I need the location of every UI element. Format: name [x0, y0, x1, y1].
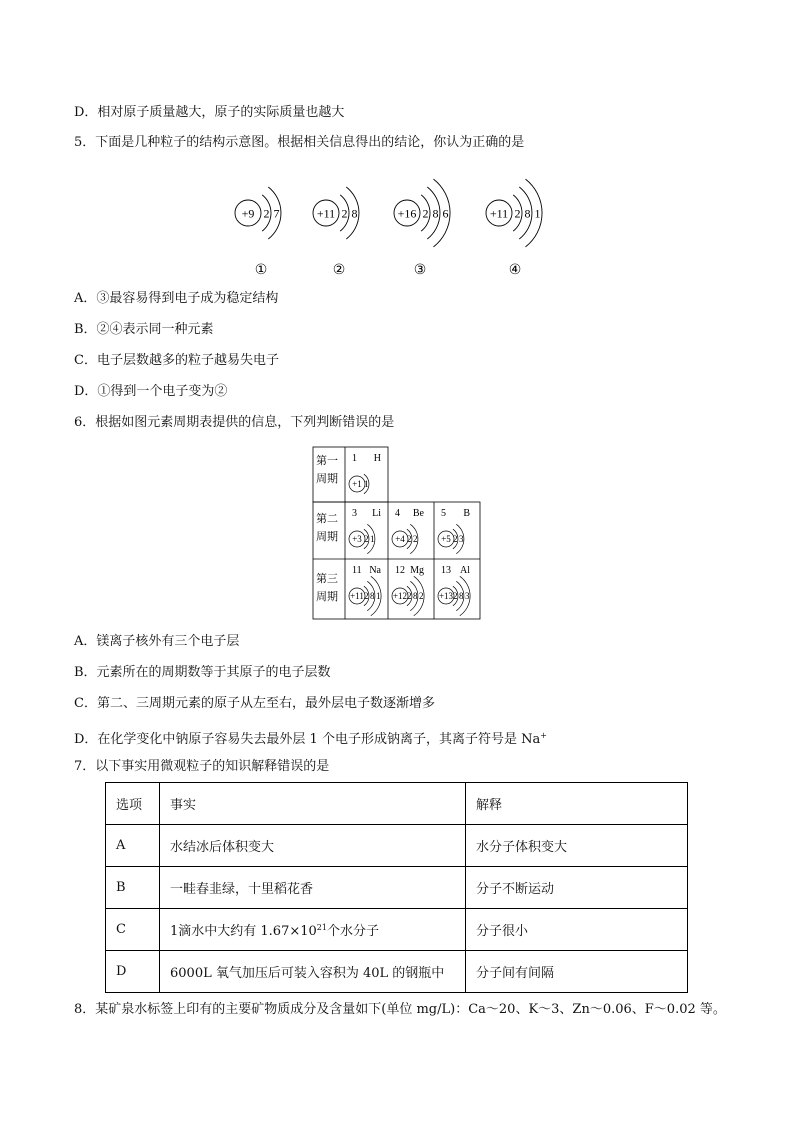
element-symbol: Al	[460, 565, 470, 576]
exponent: 21	[316, 923, 327, 932]
q6-option-d: D．在化学变化中钠原子容易失去最外层 1 个电子形成钠离子，其离子符号是 Na+	[74, 731, 547, 747]
atomic-number: 5	[441, 508, 446, 519]
row-d-fact: 6000L 氧气加压后可装入容积为 40L 的钢瓶中	[160, 951, 466, 993]
row-a-option: A	[106, 825, 160, 867]
electron-count: 7	[273, 206, 280, 221]
element-symbol: B	[463, 508, 470, 519]
nucleus-charge: +11	[316, 206, 336, 221]
row-c-explanation: 分子很小	[466, 909, 688, 951]
q5-stem: 5．下面是几种粒子的结构示意图。根据相关信息得出的结论，你认为正确的是	[74, 135, 525, 150]
electron-count: 6	[442, 206, 449, 221]
diagram-label: ③	[413, 262, 427, 278]
atom-diagram	[349, 576, 381, 615]
atomic-number: 11	[352, 565, 362, 576]
electron-count: 1	[376, 591, 381, 602]
q6-option-b: B．元素所在的周期数等于其原子的电子层数	[74, 665, 331, 680]
atom-diagram	[349, 524, 375, 553]
diagram-label: ④	[508, 262, 522, 278]
element-symbol: Be	[412, 508, 424, 519]
electron-count: 2	[407, 534, 412, 545]
period-label: 第三	[316, 572, 338, 585]
electron-count: 2	[514, 206, 521, 221]
element-symbol: Mg	[410, 565, 424, 576]
electron-count: 8	[413, 591, 418, 602]
table-row	[106, 909, 688, 951]
q6-option-a: A．镁离子核外有三个电子层	[74, 634, 240, 649]
nucleus-charge: +4	[395, 534, 405, 545]
row-a-fact: 水结冰后体积变大	[160, 825, 466, 867]
nucleus-charge: +3	[352, 534, 362, 545]
electron-count: 3	[459, 534, 464, 545]
electron-count: 8	[524, 206, 531, 221]
electron-count: 2	[422, 206, 429, 221]
electron-count: 3	[465, 591, 470, 602]
q4-option-d: D．相对原子质量越大，原子的实际质量也越大	[74, 105, 345, 120]
table-header-row	[106, 783, 688, 825]
atom-diagram	[486, 179, 542, 247]
row-d-option: D	[106, 951, 160, 993]
atom-diagram	[235, 187, 281, 239]
electron-count: 2	[407, 591, 412, 602]
q5-option-d: D．①得到一个电子变为②	[74, 384, 228, 399]
superscript-plus: +	[540, 731, 547, 740]
atom-diagram	[313, 187, 359, 239]
atomic-number: 13	[441, 565, 451, 576]
nucleus-charge: +9	[241, 206, 255, 221]
nucleus-charge: +11	[350, 591, 364, 602]
nucleus-charge: +1	[352, 479, 362, 490]
row-c-fact: 1滴水中大约有 $1.67\times 10^{21}$个水分子	[160, 909, 466, 951]
period-label: 第一	[316, 454, 338, 467]
diagram-label: ②	[332, 262, 346, 278]
q8-stem: 8．某矿泉水标签上印有的主要矿物质成分及含量如下(单位 mg/L)：Ca～20、K～3、Zn～0.06、F～0.02 等。	[74, 1002, 726, 1017]
electron-count: 8	[351, 206, 358, 221]
atom-diagram	[392, 524, 418, 553]
electron-count: 1	[370, 534, 375, 545]
q5-option-a: A．③最容易得到电子成为稳定结构	[74, 291, 279, 306]
electron-count: 2	[341, 206, 348, 221]
header-explanation: 解释	[466, 783, 688, 825]
atom-diagram	[349, 474, 369, 494]
periodic-table-figure	[312, 446, 482, 621]
electron-count: 2	[453, 591, 458, 602]
atom-diagram	[438, 576, 470, 615]
q7-table	[105, 782, 688, 993]
atom-structure-diagrams	[226, 170, 566, 280]
atom-diagram	[394, 179, 450, 247]
header-option: 选项	[106, 783, 160, 825]
nucleus-charge: +5	[441, 534, 451, 545]
electron-count: 1	[364, 479, 369, 490]
nucleus-charge: +13	[438, 591, 454, 602]
q5-option-c: C．电子层数越多的粒子越易失电子	[74, 353, 279, 368]
atom-diagram	[438, 524, 464, 553]
table-row	[106, 951, 688, 993]
nucleus-charge: +16	[397, 206, 417, 221]
electron-count: 1	[534, 206, 541, 221]
q6-option-c: C．第二、三周期元素的原子从左至右，最外层电子数逐渐增多	[74, 696, 435, 711]
nucleus-charge: +12	[392, 591, 408, 602]
q6-stem: 6．根据如图元素周期表提供的信息，下列判断错误的是	[74, 415, 395, 430]
table-row	[106, 867, 688, 909]
electron-count: 2	[413, 534, 418, 545]
electron-count: 2	[263, 206, 270, 221]
element-symbol: H	[373, 453, 381, 464]
row-a-explanation: 水分子体积变大	[466, 825, 688, 867]
atomic-number: 3	[352, 508, 357, 519]
row-b-explanation: 分子不断运动	[466, 867, 688, 909]
electron-count: 2	[364, 534, 369, 545]
electron-count: 8	[370, 591, 375, 602]
row-d-explanation: 分子间有间隔	[466, 951, 688, 993]
period-label: 第二	[316, 512, 338, 525]
element-symbol: Na	[369, 565, 381, 576]
electron-count: 8	[432, 206, 439, 221]
period-label: 周期	[316, 472, 338, 485]
electron-count: 8	[459, 591, 464, 602]
row-b-fact: 一畦春韭绿，十里稻花香	[160, 867, 466, 909]
row-b-option: B	[106, 867, 160, 909]
nucleus-charge: +11	[489, 206, 509, 221]
q7-stem: 7．以下事实用微观粒子的知识解释错误的是	[74, 759, 330, 774]
electron-count: 2	[419, 591, 424, 602]
q5-option-b: B．②④表示同一种元素	[74, 322, 214, 337]
electron-count: 2	[364, 591, 369, 602]
electron-count: 2	[453, 534, 458, 545]
atomic-number: 12	[395, 565, 405, 576]
table-row	[106, 825, 688, 867]
atomic-number: 1	[352, 453, 357, 464]
atom-diagram	[392, 576, 424, 615]
diagram-label: ①	[254, 262, 268, 278]
period-label: 周期	[316, 590, 338, 603]
period-label: 周期	[316, 530, 338, 543]
header-fact: 事实	[160, 783, 466, 825]
element-symbol: Li	[372, 508, 381, 519]
row-c-option: C	[106, 909, 160, 951]
atomic-number: 4	[395, 508, 400, 519]
